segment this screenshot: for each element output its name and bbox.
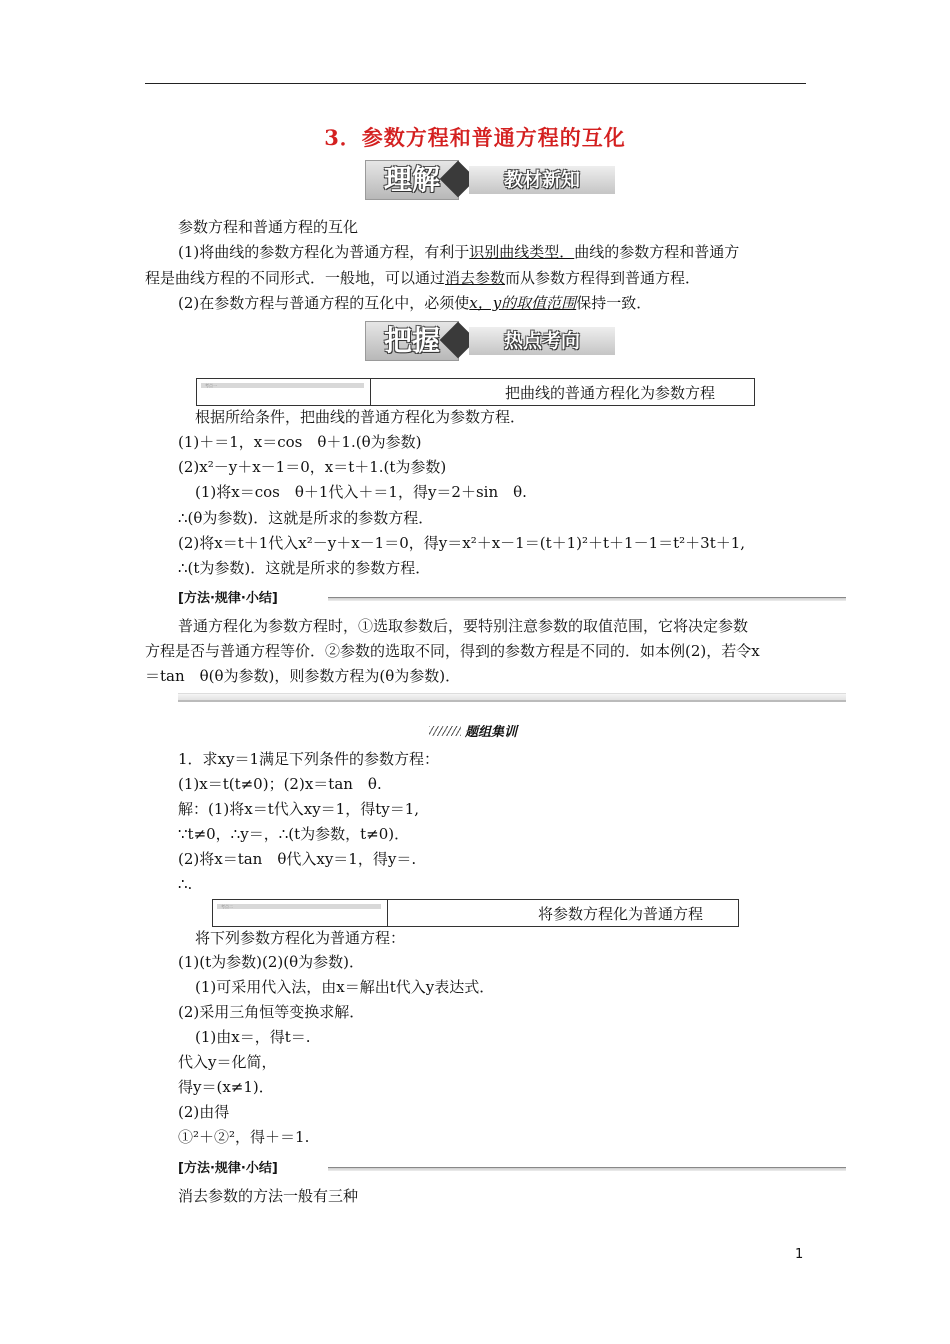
banner-grasp [365, 321, 620, 361]
method1-line-0: 普通方程化为参数方程时，①选取参数后，要特别注意参数的取值范围，它将决定参数 [178, 617, 749, 635]
method-label: [方法·规律·小结] [178, 591, 278, 606]
text-run: 程是曲线方程的不同形式．一般地，可以通过 [145, 269, 446, 287]
exercise-line-1: (1)x＝t(t≠0)；(2)x＝tan θ. [178, 775, 382, 793]
header-rule [145, 83, 806, 84]
topic-label: 将参数方程化为普通方程 [538, 905, 704, 923]
page-title: 3．参数方程和普通方程的互化 [324, 125, 626, 150]
banner-small-text: 热点考向 [469, 327, 615, 355]
method-rule [328, 1167, 846, 1171]
method-label: [方法·规律·小结] [178, 1161, 278, 1176]
exercise-line-4: (2)将x＝tan θ代入xy＝1，得y＝. [178, 850, 417, 868]
topic-tag [197, 379, 371, 405]
tag-text: 考点一 [205, 383, 217, 388]
banner-small-text: 教材新知 [469, 166, 615, 194]
exercise-line-5: ∴. [178, 875, 193, 893]
topic2-line-0: 将下列参数方程化为普通方程： [195, 929, 406, 947]
section-heading: 参数方程和普通方程的互化 [178, 218, 359, 236]
underlined-term: 消去参数 [445, 269, 506, 287]
banner-big-text: 把握 [365, 321, 459, 361]
topic1-line-4: ∴(θ为参数)．这就是所求的参数方程． [178, 509, 434, 527]
group-heading [0, 720, 950, 740]
paragraph-2 [178, 293, 651, 313]
topic2-line-4: (1)由x＝，得t＝. [195, 1028, 311, 1046]
tag-stripe [201, 383, 364, 388]
group-label: 题组集训 [464, 725, 517, 740]
exercise-line-2: 解：(1)将x＝t代入xy＝1，得ty＝1, [178, 800, 420, 818]
topic2-line-3: (2)采用三角恒等变换求解． [178, 1003, 365, 1021]
paragraph-1-line-2 [145, 268, 700, 288]
paragraph-1-line-1 [178, 242, 739, 262]
text-run: 而从参数方程得到普通方程． [505, 269, 701, 287]
topic1-line-6: ∴(t为参数)．这就是所求的参数方程． [178, 559, 431, 577]
method-end-bar [178, 693, 846, 702]
page-number: 1 [795, 1247, 804, 1262]
method1-line-2: ＝tan θ(θ为参数)，则参数方程为(θ为参数)． [145, 667, 461, 685]
text-run: (1)将曲线的参数方程化为普通方程，有利于 [178, 243, 470, 261]
text-run: 保持一致． [576, 294, 652, 312]
topic2-line-1: (1)(t为参数)(2)(θ为参数)． [178, 953, 364, 971]
topic1-line-2: (2)x²－y＋x－1＝0，x＝t＋1.(t为参数) [178, 458, 447, 476]
method-rule [328, 597, 846, 601]
banner-big-text: 理解 [365, 160, 459, 200]
method-section-1 [178, 587, 846, 611]
topic2-line-8: ①²＋②²，得＋＝1. [178, 1128, 310, 1146]
topic2-line-6: 得y＝(x≠1)． [178, 1078, 274, 1096]
topic1-line-5: (2)将x＝t＋1代入x²－y＋x－1＝0，得y＝x²＋x－1＝(t＋1)²＋t＋1－1＝t²＋3t＋1, [178, 534, 746, 552]
tag-text: 考点二 [221, 904, 233, 909]
topic1-line-3: (1)将x＝cos θ＋1代入＋＝1，得y＝2＋sin θ. [195, 483, 527, 501]
underlined-term: x，y的取值范围 [469, 294, 577, 312]
topic2-line-7: (2)由得 [178, 1103, 230, 1121]
exercise-line-3: ∵t≠0，∴y＝，∴(t为参数，t≠0)． [178, 825, 410, 843]
topic-box-1 [196, 378, 755, 406]
tag-stripe [217, 904, 381, 909]
method1-line-1: 方程是否与普通方程等价．②参数的选取不同，得到的参数方程是不同的．如本例(2)，若令x [145, 642, 760, 660]
hatch-decoration [429, 726, 461, 736]
method2-line-0: 消去参数的方法一般有三种 [178, 1187, 359, 1205]
exercise-line-0: 1．求xy＝1满足下列条件的参数方程： [178, 750, 440, 768]
banner-understand [365, 160, 620, 200]
method-section-2 [178, 1157, 846, 1181]
topic-box-2 [212, 899, 739, 927]
topic1-line-1: (1)＋＝1，x＝cos θ＋1.(θ为参数) [178, 433, 422, 451]
topic-label: 把曲线的普通方程化为参数方程 [505, 384, 716, 402]
topic2-line-2: (1)可采用代入法，由x＝解出t代入y表达式． [195, 978, 495, 996]
underlined-term: 识别曲线类型． [469, 243, 575, 261]
text-run: 曲线的参数方程和普通方 [574, 243, 740, 261]
text-run: (2)在参数方程与普通方程的互化中，必须使 [178, 294, 470, 312]
topic1-line-0: 根据所给条件，把曲线的普通方程化为参数方程． [195, 408, 526, 426]
topic-tag [213, 900, 388, 926]
topic2-line-5: 代入y＝化简， [178, 1053, 277, 1071]
